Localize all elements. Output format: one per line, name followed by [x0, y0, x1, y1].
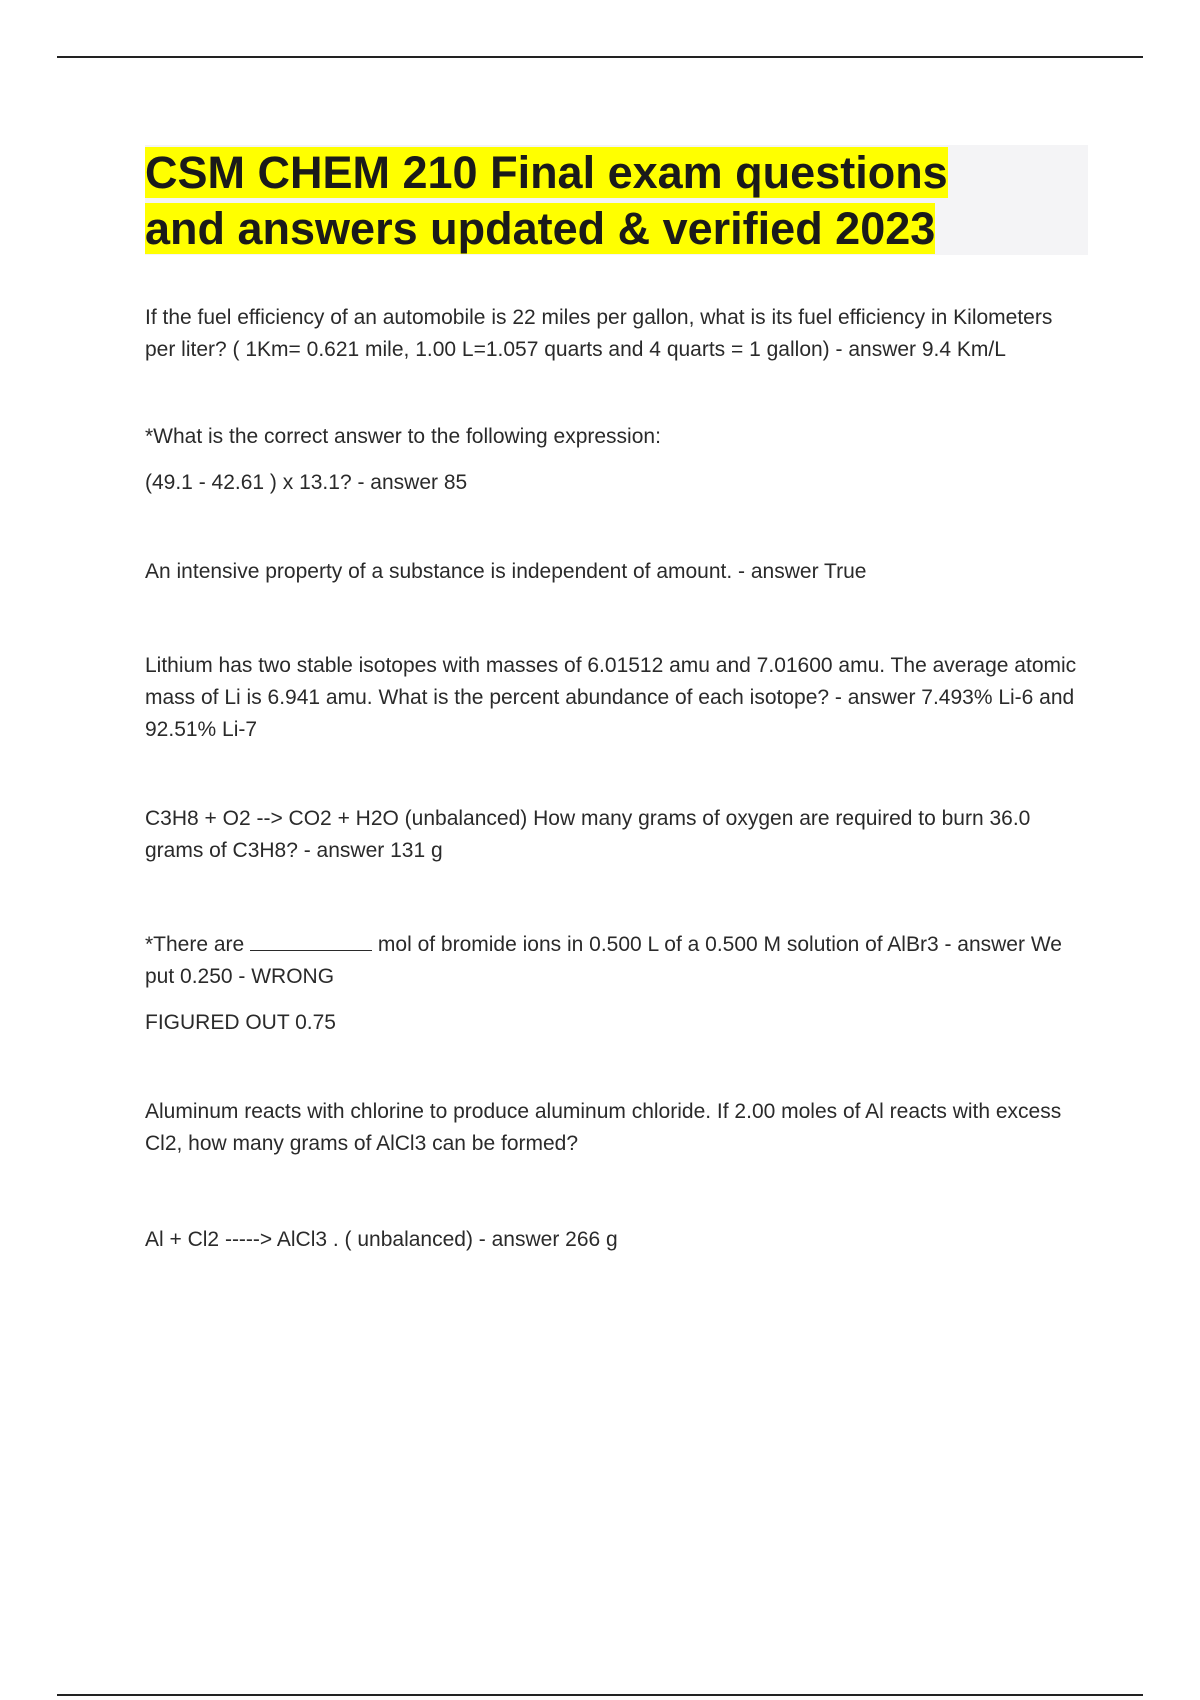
bottom-rule	[57, 1694, 1143, 1696]
qa-item-7-question: Aluminum reacts with chlorine to produce aluminum chloride. If 2.00 moles of Al reacts with excess Cl2, how many grams of AlCl3 can be formed?	[145, 1100, 1062, 1155]
qa-item-2-expression: (49.1 - 42.61 ) x 13.1? - answer 85	[145, 471, 468, 494]
qa-item-4: Lithium has two stable isotopes with masses of 6.01512 amu and 7.01600 amu. The average atomic mass of Li is 6.941 amu. What is the percent abundance of each isotope? - answer 7.493% Li-6 and 92.51% Li-7	[145, 654, 1077, 741]
qa-content	[145, 302, 1085, 1256]
title-line-2: and answers updated & verified 2023	[145, 203, 936, 254]
qa-item-6-start: *There are	[145, 933, 245, 956]
qa-item-6-note: FIGURED OUT 0.75	[145, 1011, 336, 1034]
qa-item-2-question: *What is the correct answer to the following expression:	[145, 425, 661, 448]
page-title	[145, 145, 1088, 257]
qa-item-7-equation: Al + Cl2 -----> AlCl3 . ( unbalanced) - answer 266 g	[145, 1228, 618, 1251]
top-rule	[57, 56, 1143, 58]
title-box	[145, 145, 1088, 255]
title-line-1: CSM CHEM 210 Final exam questions	[145, 147, 948, 198]
qa-item-6	[145, 929, 1085, 993]
qa-item-5: C3H8 + O2 --> CO2 + H2O (unbalanced) How many grams of oxygen are required to burn 36.0 grams of C3H8? - answer 131 g	[145, 807, 1031, 862]
qa-item-3: An intensive property of a substance is independent of amount. - answer True	[145, 560, 867, 583]
fill-in-blank	[250, 932, 372, 951]
qa-item-6-end: mol of bromide ions in 0.500 L of a 0.500 M solution of AlBr3 - answer We put 0.250 - WRONG	[145, 933, 1062, 988]
qa-item-1: If the fuel efficiency of an automobile is 22 miles per gallon, what is its fuel efficiency in Kilometers per liter? ( 1Km= 0.621 mile, 1.00 L=1.057 quarts and 4 quarts = 1 gallon) - answer 9.4 Km/L	[145, 306, 1053, 361]
